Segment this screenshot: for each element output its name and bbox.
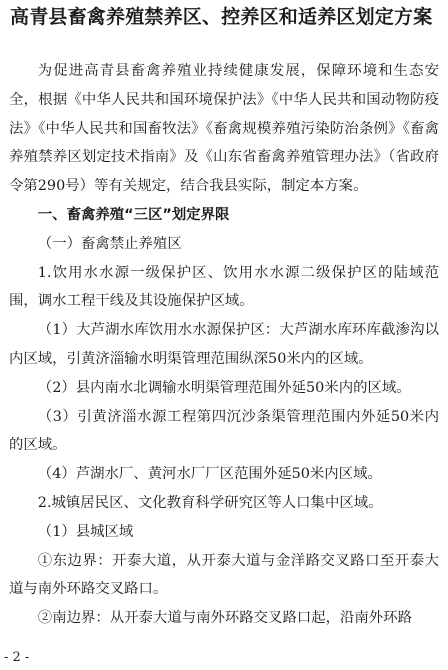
intro-paragraph: 为促进高青县畜禽养殖业持续健康发展，保障环境和生态安全，根据《中华人民共和国环境保护法》《中华人民共和国动物防疫法》《中华人民共和国畜牧法》《畜禽规模养殖污染防治条例》《畜禽养殖禁养区划定技术指南》及《山东省畜禽养殖管理办法》（省政府令第290号）等有关规定，结合我县实际，制定本方案。 (9, 63, 439, 195)
item-paragraph: ①东边界：开泰大道，从开泰大道与金洋路交叉路口至开泰大道与南外环路交叉路口。 (9, 552, 439, 598)
item-paragraph: （4）芦湖水厂、黄河水厂厂区范围外延50米内区域。 (37, 466, 382, 483)
item-paragraph: ②南边界：从开泰大道与南外环路交叉路口起，沿南外环路 (37, 610, 412, 627)
document-body (9, 57, 439, 633)
item-paragraph: 2.城镇居民区、文化教育科学研究区等人口集中区域。 (37, 494, 383, 511)
item-paragraph: （3）引黄济淄水源工程第四沉沙条渠管理范围内外延50米内的区域。 (9, 408, 439, 454)
item-paragraph: （1）县城区域 (37, 523, 134, 540)
item-paragraph: 1.饮用水水源一级保护区、饮用水水源二级保护区的陆域范围，调水工程干线及其设施保护区域。 (9, 264, 439, 310)
page-number: - 2 - (4, 650, 30, 665)
item-paragraph: （1）大芦湖水库饮用水水源保护区：大芦湖水库环库截渗沟以内区域，引黄济淄输水明渠管理范围纵深50米内的区域。 (9, 322, 439, 367)
subsection-heading: （一）畜禽禁止养殖区 (37, 235, 182, 252)
section-heading: 一、畜禽养殖“三区”划定界限 (37, 206, 230, 223)
document-title: 高青县畜禽养殖禁养区、控养区和适养区划定方案 (10, 6, 433, 28)
item-paragraph: （2）县内南水北调输水明渠管理范围外延50米内的区域。 (37, 379, 411, 396)
